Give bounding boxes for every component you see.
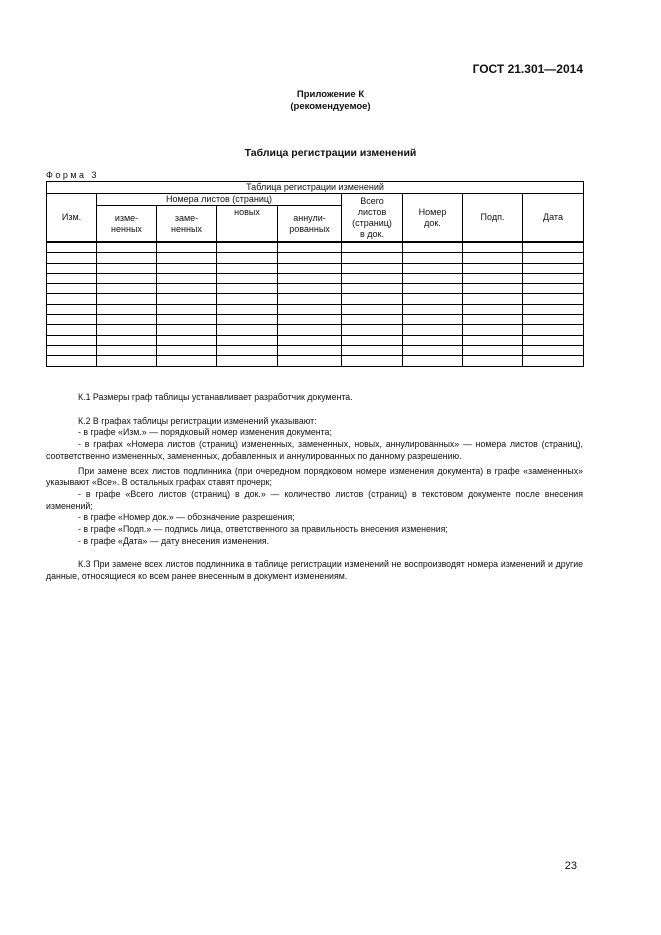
note-k2-item: - в графе «Дата» — дату внесения изменения. [78,535,270,546]
change-registration-table [46,181,584,367]
col-header-doc-number: Номер док. [403,194,463,243]
col-group-sheet-numbers: Номера листов (страниц) [97,194,342,206]
notes-section [46,392,583,583]
table-caption: Таблица регистрации изменений [47,182,584,194]
table-row [47,263,584,273]
note-k2-item: - в графе «Подп.» — подпись лица, ответственного за правильность внесения изменения; [78,524,448,535]
appendix-status: (рекомендуемое) [290,101,371,112]
note-k1: К.1 Размеры граф таблицы устанавливает разработчик документа. [78,392,353,402]
note-k3: К.3 При замене всех листов подлинника в таблице регистрации изменений не воспроизводят номера изменений и другие данные, относящиеся ко всем ранее внесенным в документ изменениям. [46,559,583,582]
table-row [47,284,584,294]
table-row [47,356,584,366]
note-k2-intro: К.2 В графах таблицы регистрации изменений указывают: [78,415,317,426]
col-header-replaced: заме- ненных [157,206,217,243]
table-title: Таблица регистрации изменений [244,147,417,159]
table-row [47,304,584,314]
col-header-changed: изме- ненных [97,206,157,243]
table-row [47,242,584,253]
appendix-title: Приложение К [296,89,365,100]
page-number: 23 [564,860,577,872]
table-row [47,335,584,345]
note-k2-item: - в графе «Всего листов (страниц) в док.» — количество листов (страниц) в текстовом документе после внесения изменений; [46,488,583,511]
form-label: Форма 3 [46,170,100,180]
table-row [47,253,584,263]
col-header-total-sheets: Всего листов (страниц) в док. [342,194,403,243]
col-header-date: Дата [523,194,584,243]
note-k2-item: - в графах «Номера листов (страниц) измененных, замененных, новых, аннулированных» — номера листов (страниц), соответственно измененных, замененных, добавленных и аннулированных по данному разрешению. [46,439,583,461]
col-header-signature: Подп. [463,194,523,243]
note-k2-paragraph: При замене всех листов подлинника (при очередном порядковом номере изменения документа) в графе «замененных» указывают «Все». В остальных графах ставят прочерк; [46,465,583,488]
col-header-annulled: аннули- рованных [278,206,342,243]
note-k2-item: - в графе «Изм.» — порядковый номер изменения документа; [78,427,332,438]
table-row [47,315,584,325]
col-header-izm: Изм. [47,194,97,243]
document-code: ГОСТ 21.301—2014 [472,62,583,76]
appendix-heading [0,89,661,113]
table-row [47,273,584,283]
table-row [47,294,584,304]
col-header-new: новых [217,206,278,243]
table-row [47,345,584,355]
note-k2-item: - в графе «Номер док.» — обозначение разрешения; [78,512,295,523]
table-row [47,325,584,335]
